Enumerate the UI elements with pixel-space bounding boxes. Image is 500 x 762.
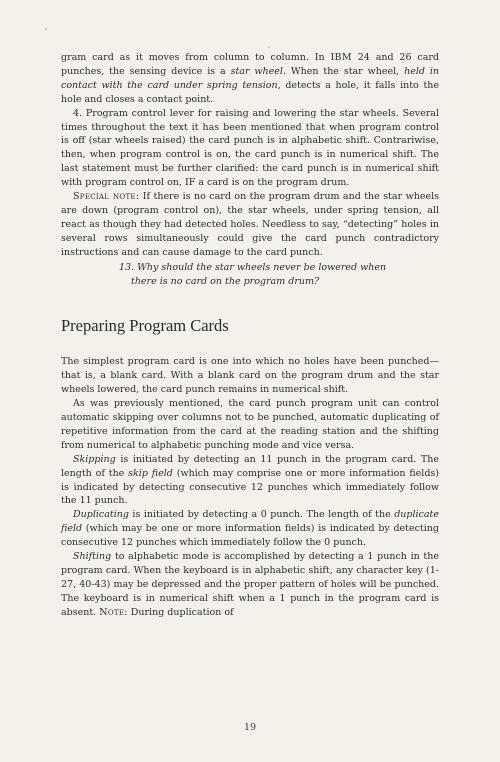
text-run: If there is no card on the program drum and the star wheels are down (program control on), the star wheels, under spring tension, all react as though they had detected holes. Needless to say, “detecting” holes in several rows simultaneously could give the card punch contradictory instructions and can cause damage to the card punch. bbox=[61, 191, 439, 258]
text-run: When the star wheel, bbox=[285, 65, 405, 77]
paragraph-program-unit: As was previously mentioned, the card punch program unit can control automatic skipping over columns not to be punched, automatic duplicating of repetitive information from the card at the reading station and the shifting from numerical to alphabetic punching mode and vice versa. bbox=[61, 398, 439, 451]
paper-speck bbox=[45, 28, 47, 30]
page-body bbox=[61, 51, 439, 620]
italic-term: skip field bbox=[128, 467, 173, 479]
italic-term: Shifting bbox=[73, 551, 112, 563]
paragraph-duplicating bbox=[61, 508, 439, 550]
italic-term: star wheel. bbox=[230, 65, 286, 77]
text-run: gram card as it moves from column to column. In bbox=[61, 52, 331, 63]
note-label: Special note: bbox=[73, 191, 140, 203]
italic-term: Duplicating bbox=[73, 509, 129, 521]
paper-speck bbox=[268, 46, 270, 48]
page-number: 19 bbox=[243, 722, 257, 733]
text-run: to alphabetic mode is accomplished by detecting a 1 punch in the program card. When the keyboard is in alphabetic shift, any character key (1-27, 40-43) may be depressed and the proper pattern of holes will be punched. The keyboard is in numerical shift when a 1 punch in the program card is absent. bbox=[61, 551, 439, 618]
paragraph-program-control-lever: 4. Program control lever for raising and lowering the star wheels. Several times throughout the text it has been mentioned that when program control is off (star wheels raised) the card punch is in alphabetic shift. Contrariwise, then, when program control is on, the card punch is in numerical shift. The last statement must be further clarified: the card punch is in numerical shift with program control on, IF a card is on the program drum. bbox=[61, 107, 439, 189]
italic-term: Skipping bbox=[73, 453, 116, 465]
paragraph-shifting bbox=[61, 550, 439, 620]
text-run: 24 and 26 card punches, the sensing device is a bbox=[61, 52, 439, 77]
italic-term: held in contact with the card under spring tension, bbox=[61, 65, 439, 91]
paragraph-simplest-card: The simplest program card is one into which no holes have been punched—that is, a blank card. With a blank card on the program drum and the star wheels lowered, the card punch remains in numerical shift. bbox=[61, 356, 439, 396]
text-run: is initiated by detecting a 0 punch. The length of the bbox=[128, 509, 395, 521]
question-text: Why should the star wheels never be lowered when bbox=[137, 261, 387, 273]
italic-term: duplicate field bbox=[61, 509, 439, 535]
text-run: (which may comprise one or more information fields) is indicated by detecting consecutive 12 punches which immediately follow the 11 punch. bbox=[61, 467, 439, 507]
text-run: is initiated by detecting an 11 punch in the program card. The length of the bbox=[61, 453, 439, 479]
note-label: Note: bbox=[99, 606, 128, 618]
text-run-small-caps: IBM bbox=[330, 52, 352, 63]
text-run: detects a hole, it falls into the hole and closes a contact point. bbox=[61, 79, 439, 105]
review-question bbox=[61, 261, 439, 275]
question-number: 13. bbox=[119, 261, 135, 273]
text-run: During duplication of bbox=[127, 606, 234, 618]
paragraph-skipping bbox=[61, 453, 439, 509]
paragraph-star-wheel bbox=[61, 51, 439, 107]
text-run: (which may be one or more information fields) is indicated by detecting consecutive 12 punches which immediately follow the 0 punch. bbox=[61, 523, 439, 549]
section-heading: Preparing Program Cards bbox=[61, 316, 229, 336]
review-question-continued: there is no card on the program drum? bbox=[131, 275, 320, 287]
paragraph-special-note bbox=[61, 190, 439, 260]
